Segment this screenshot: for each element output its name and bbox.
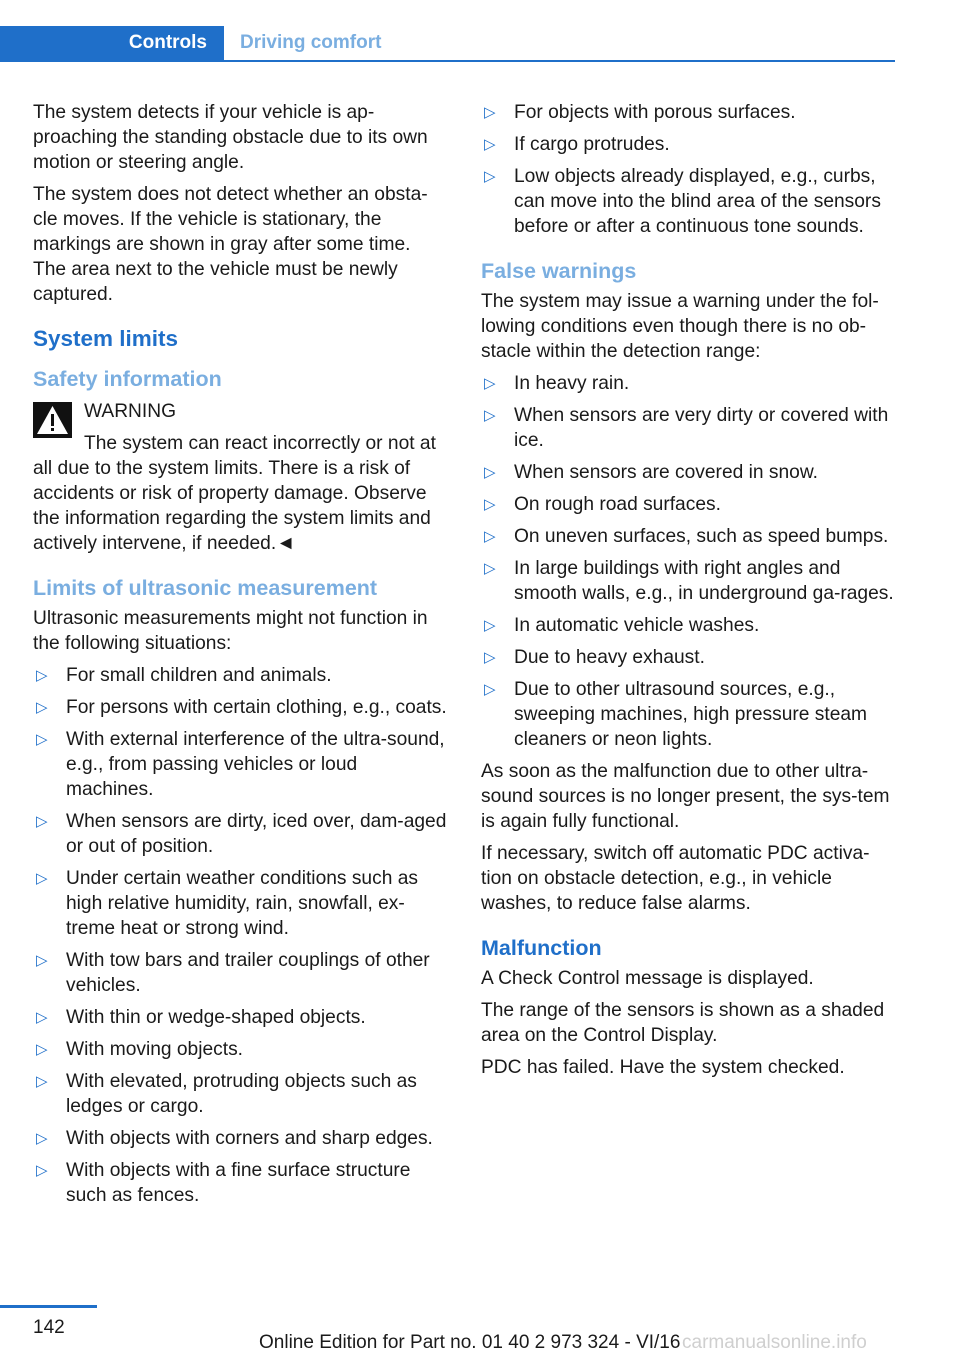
- bullet-icon: ▷: [484, 407, 496, 424]
- bullet-icon: ▷: [36, 952, 48, 969]
- left-column: [33, 100, 448, 1215]
- list-item: ▷ On rough road surfaces.: [484, 494, 721, 515]
- list-item: ▷ For small children and animals.: [36, 665, 332, 686]
- list-item: ▷ In automatic vehicle washes.: [484, 615, 760, 636]
- list-item: ▷ When sensors are covered in snow.: [484, 462, 818, 483]
- list-item: ▷ In large buildings with right angles and smooth walls, e.g., in underground ga‐rages.: [484, 558, 894, 604]
- bullet-icon: ▷: [484, 617, 496, 634]
- list-item: ▷ Low objects already displayed, e.g., curbs, can move into the blind area of the sensors before or after a continuous tone sounds.: [484, 166, 881, 237]
- warning-text: The system can react incorrectly or not at all due to the system limits. There is a risk of accidents or risk of property damage. Observe the information regarding the system limits and actively intervene, if needed.◄: [33, 433, 436, 554]
- list-item: ▷ For objects with porous surfaces.: [484, 102, 796, 123]
- list-item: ▷ With elevated, protruding objects such as ledges or cargo.: [36, 1071, 417, 1117]
- warning-block: [33, 399, 448, 556]
- list-item: ▷ With thin or wedge-shaped objects.: [36, 1007, 366, 1028]
- list-item: ▷ Due to other ultrasound sources, e.g., sweeping machines, high pressure steam cleaners or neon lights.: [484, 679, 868, 750]
- list-item: ▷ With tow bars and trailer couplings of other vehicles.: [36, 950, 430, 996]
- bullet-icon: ▷: [36, 1041, 48, 1058]
- list-item: ▷ For persons with certain clothing, e.g., coats.: [36, 697, 447, 718]
- bullet-icon: ▷: [36, 1162, 48, 1179]
- paragraph-as-soon: As soon as the malfunction due to other ultra‐sound sources is no longer present, the sys‐tem is again fully functional.: [481, 761, 890, 832]
- list-item: ▷ When sensors are very dirty or covered with ice.: [484, 405, 889, 451]
- bullet-icon: ▷: [484, 649, 496, 666]
- paragraph-check-control: A Check Control message is displayed.: [481, 968, 814, 989]
- list-item: ▷ If cargo protrudes.: [484, 134, 670, 155]
- bullet-icon: ▷: [484, 375, 496, 392]
- watermark: carmanualsonline.info: [682, 1332, 867, 1353]
- section-tab-controls: Controls: [0, 26, 224, 60]
- bullet-icon: ▷: [484, 136, 496, 153]
- warning-title: WARNING: [84, 401, 177, 422]
- paragraph-sensor-range: The range of the sensors is shown as a shaded area on the Control Display.: [481, 1000, 885, 1046]
- list-item: ▷ Due to heavy exhaust.: [484, 647, 705, 668]
- bullet-icon: ▷: [36, 813, 48, 830]
- list-item: ▷ Under certain weather conditions such as high relative humidity, rain, snowfall, ex‐treme heat or strong wind.: [36, 868, 418, 939]
- bullet-icon: ▷: [36, 870, 48, 887]
- list-item: ▷ With moving objects.: [36, 1039, 244, 1060]
- list-item: ▷ With objects with a fine surface structure such as fences.: [36, 1160, 411, 1206]
- bullet-icon: ▷: [36, 1009, 48, 1026]
- list-item: ▷ With objects with corners and sharp edges.: [36, 1128, 433, 1149]
- paragraph-ultrasonic-intro: Ultrasonic measurements might not function in the following situations:: [33, 608, 428, 654]
- list-item: ▷ When sensors are dirty, iced over, dam‐aged or out of position.: [36, 811, 447, 857]
- bullet-icon: ▷: [484, 560, 496, 577]
- paragraph-detects: The system detects if your vehicle is ap‐proaching the standing obstacle due to its own motion or steering angle.: [33, 102, 428, 173]
- footer-rule: [0, 1305, 97, 1308]
- bullet-icon: ▷: [36, 699, 48, 716]
- paragraph-if-necessary: If necessary, switch off automatic PDC activa‐tion on obstacle detection, e.g., in vehicle washes, to reduce false alarms.: [481, 843, 870, 914]
- bullet-icon: ▷: [484, 681, 496, 698]
- page-header: [0, 26, 895, 62]
- bullet-icon: ▷: [484, 496, 496, 513]
- list-item: ▷ With external interference of the ultra‐sound, e.g., from passing vehicles or loud machines.: [36, 729, 445, 800]
- heading-malfunction: Malfunction: [481, 936, 602, 960]
- bullet-icon: ▷: [36, 1073, 48, 1090]
- bullet-icon: ▷: [484, 168, 496, 185]
- bullet-icon: ▷: [484, 104, 496, 121]
- paragraph-does-not-detect: The system does not detect whether an obsta‐cle moves. If the vehicle is stationary, the markings are shown in gray after some time. The area next to the vehicle must be newly captured.: [33, 184, 428, 305]
- heading-safety-information: Safety information: [33, 367, 222, 391]
- right-column: [481, 100, 896, 1087]
- paragraph-false-intro: The system may issue a warning under the fol‐lowing conditions even though there is no ob‐stacle within the detection range:: [481, 291, 879, 362]
- warning-triangle-icon: [33, 402, 72, 438]
- heading-false-warnings: False warnings: [481, 259, 637, 283]
- heading-ultrasonic-limits: Limits of ultrasonic measurement: [33, 576, 378, 600]
- bullet-icon: ▷: [36, 667, 48, 684]
- paragraph-pdc-failed: PDC has failed. Have the system checked.: [481, 1057, 845, 1078]
- list-item: ▷ In heavy rain.: [484, 373, 630, 394]
- ultrasonic-list: [33, 663, 448, 1208]
- list-item: ▷ On uneven surfaces, such as speed bumps.: [484, 526, 889, 547]
- heading-system-limits: System limits: [33, 326, 179, 351]
- page-number: 142: [33, 1317, 65, 1338]
- bullet-icon: ▷: [484, 464, 496, 481]
- bullet-icon: ▷: [36, 1130, 48, 1147]
- edition-note: Online Edition for Part no. 01 40 2 973 324 - VI/16: [259, 1332, 681, 1353]
- section-tab-driving-comfort: Driving comfort: [240, 32, 382, 53]
- bullet-icon: ▷: [484, 528, 496, 545]
- bullet-icon: ▷: [36, 731, 48, 748]
- continued-list: [481, 100, 896, 239]
- false-warnings-list: [481, 371, 896, 752]
- header-rule: [0, 60, 895, 62]
